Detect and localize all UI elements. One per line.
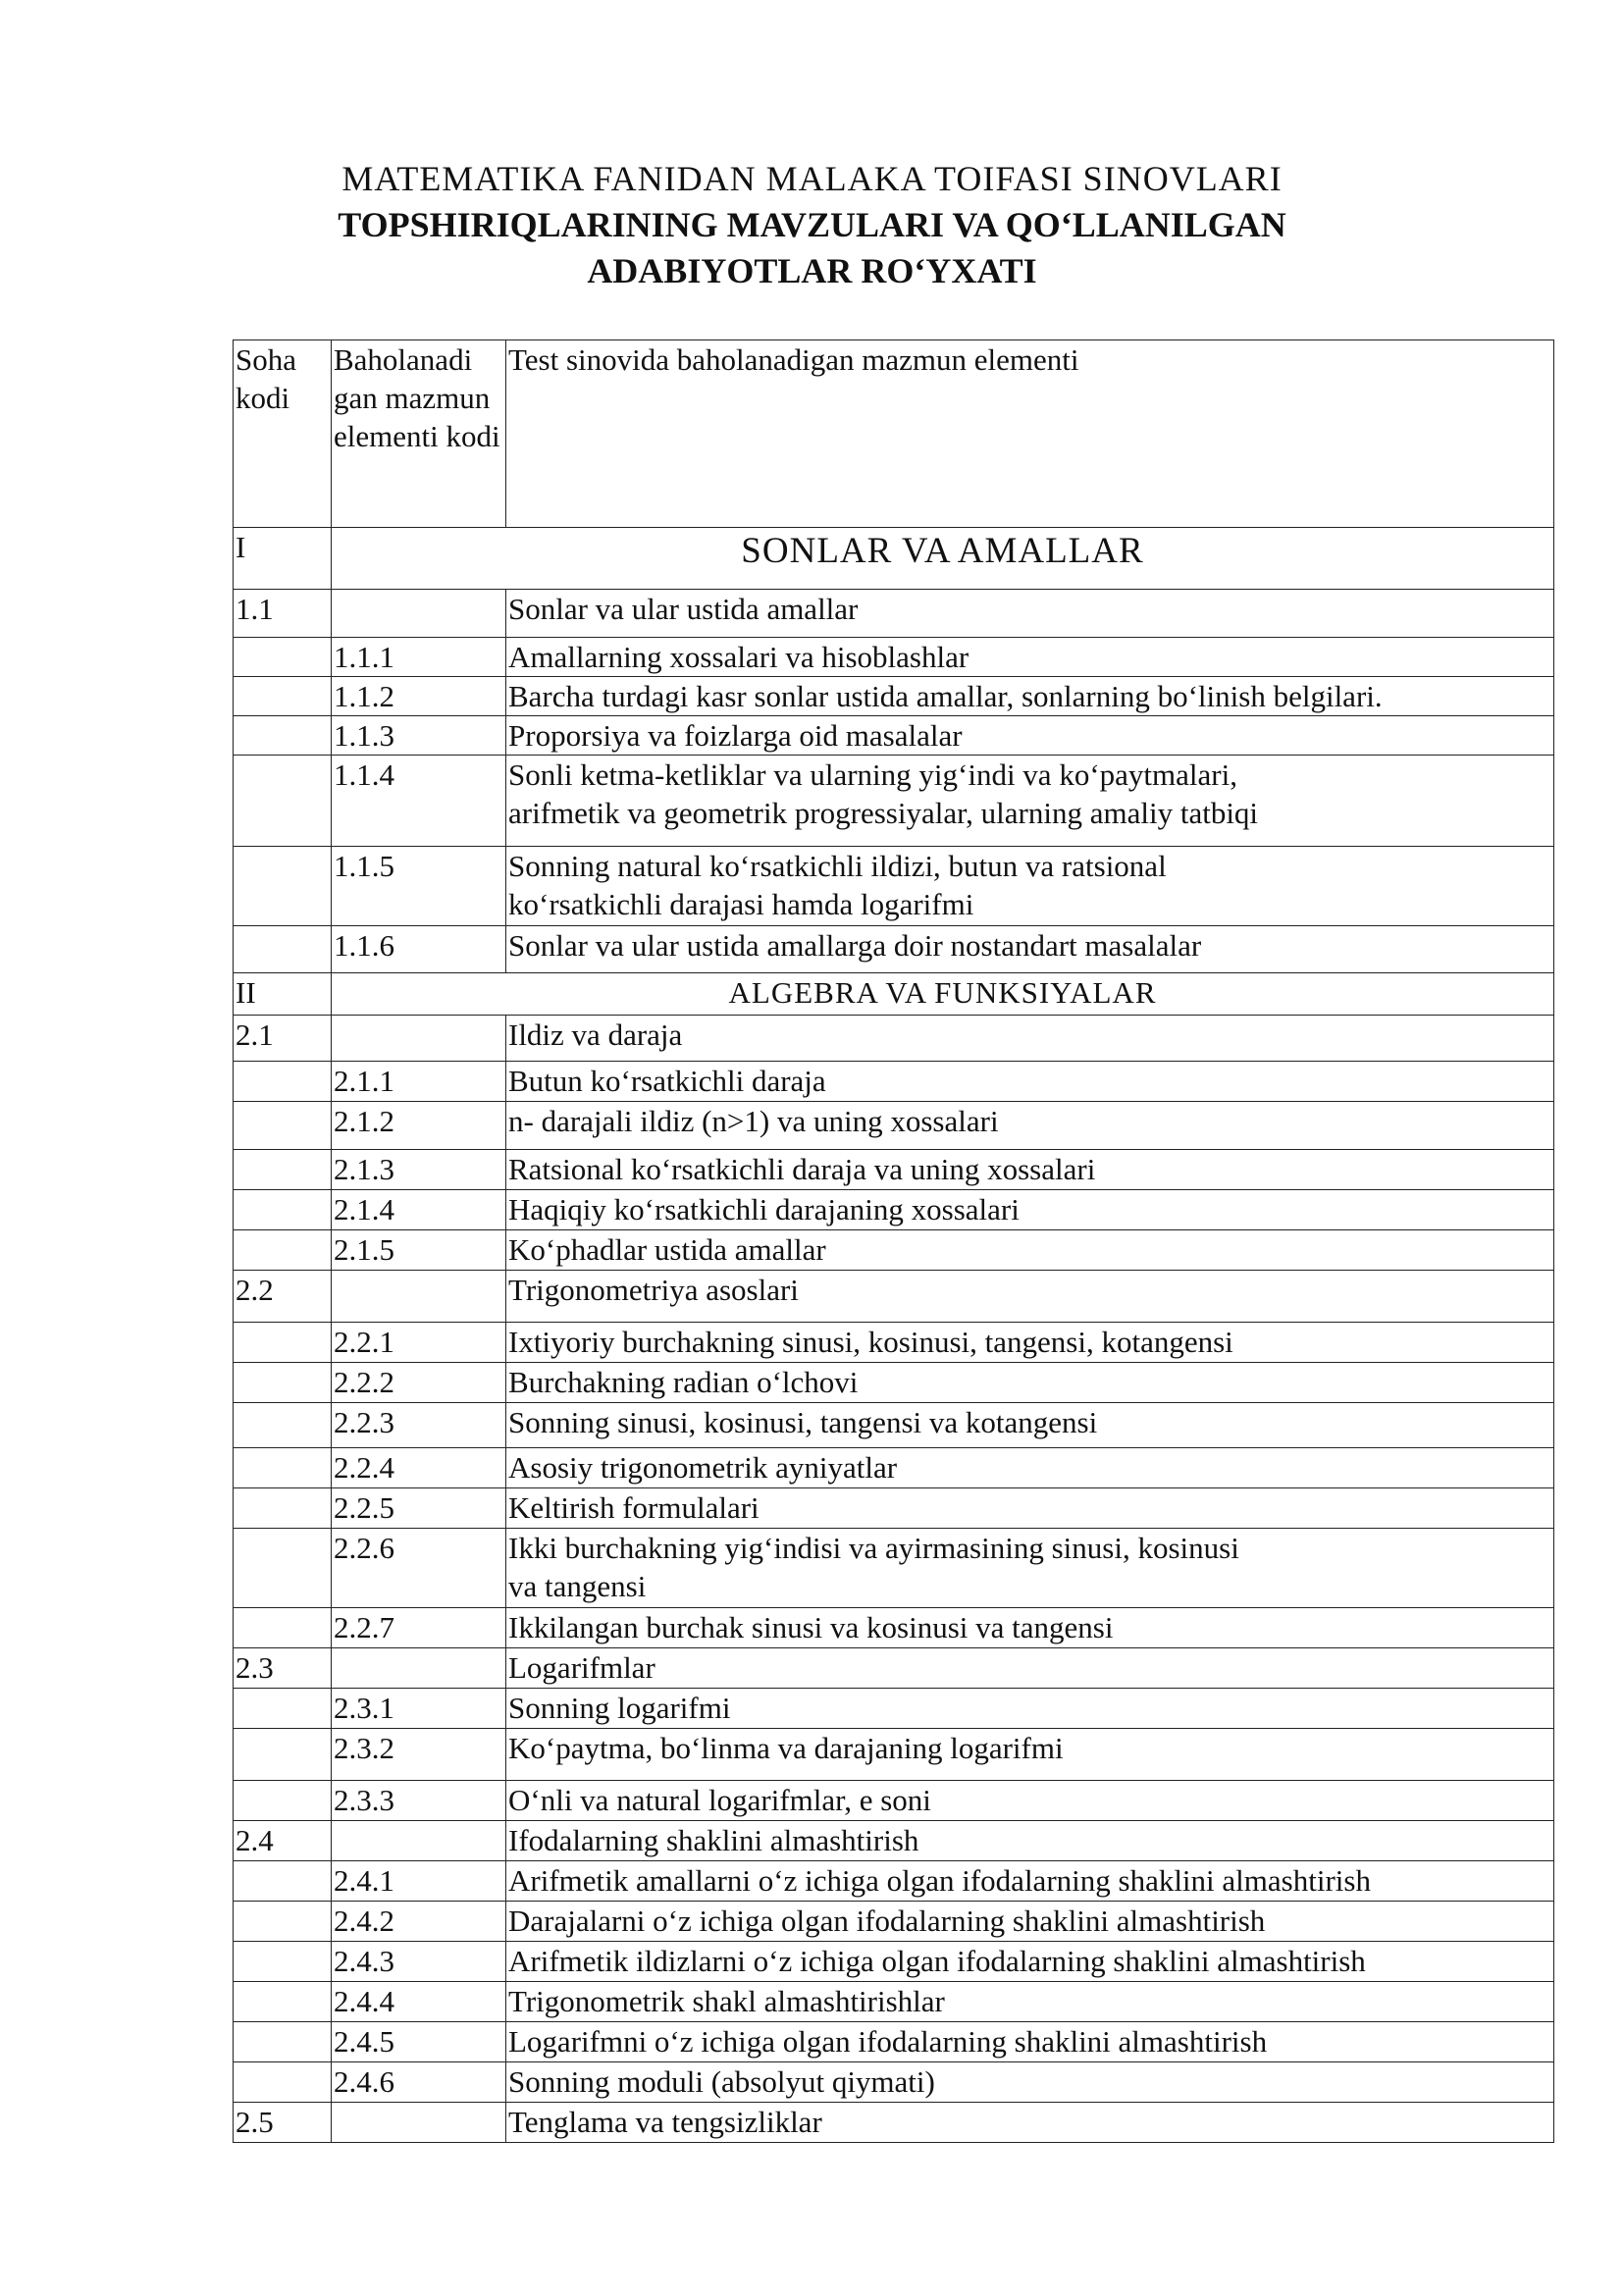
mazmun-elementi-cell bbox=[506, 2062, 1554, 2103]
element-kodi-cell: 2.2.7 bbox=[332, 1608, 506, 1648]
table-row bbox=[234, 1821, 1554, 1861]
element-kodi-cell: 1.1.4 bbox=[332, 756, 506, 847]
mazmun-text: Keltirish formulalari bbox=[508, 1490, 760, 1525]
table-row bbox=[234, 1016, 1554, 1062]
mazmun-text: Burchakning radian o‘lchovi bbox=[508, 1365, 859, 1399]
table-row bbox=[234, 2103, 1554, 2143]
soha-kodi-cell bbox=[234, 1529, 332, 1608]
mazmun-text-continued: ko‘rsatkichli darajasi hamda logarifmi bbox=[508, 887, 974, 921]
mazmun-elementi-cell bbox=[506, 847, 1554, 926]
soha-kodi-cell bbox=[234, 1102, 332, 1150]
element-kodi-cell: 2.3.1 bbox=[332, 1689, 506, 1729]
title-line-2: TOPSHIRIQLARINING MAVZULARI VA QO‘LLANILGAN bbox=[338, 205, 1286, 244]
element-kodi-cell bbox=[332, 1016, 506, 1062]
element-kodi-cell: 2.1.5 bbox=[332, 1230, 506, 1271]
mazmun-elementi-cell bbox=[506, 1230, 1554, 1271]
table-row bbox=[234, 1448, 1554, 1488]
soha-kodi-cell bbox=[234, 1982, 332, 2022]
element-kodi-cell bbox=[332, 1271, 506, 1323]
section-code: I bbox=[234, 528, 332, 590]
mazmun-elementi-cell bbox=[506, 1150, 1554, 1190]
mazmun-elementi-cell bbox=[506, 1363, 1554, 1403]
element-kodi-cell: 2.2.6 bbox=[332, 1529, 506, 1608]
mazmun-elementi-cell bbox=[506, 1016, 1554, 1062]
soha-kodi-cell bbox=[234, 716, 332, 756]
mazmun-elementi-cell bbox=[506, 1062, 1554, 1102]
element-kodi-cell bbox=[332, 1648, 506, 1689]
mazmun-elementi-cell bbox=[506, 1271, 1554, 1323]
mazmun-text: Sonning sinusi, kosinusi, tangensi va kotangensi bbox=[508, 1405, 1098, 1439]
soha-kodi-cell bbox=[234, 1448, 332, 1488]
element-kodi-cell: 2.1.3 bbox=[332, 1150, 506, 1190]
mazmun-elementi-cell bbox=[506, 716, 1554, 756]
soha-kodi-cell: 2.1 bbox=[234, 1016, 332, 1062]
table-header-row bbox=[234, 340, 1554, 528]
element-kodi-cell bbox=[332, 590, 506, 638]
mazmun-text: Logarifmlar bbox=[508, 1650, 655, 1685]
mazmun-text: Ifodalarning shaklini almashtirish bbox=[508, 1823, 919, 1857]
mazmun-text: Barcha turdagi kasr sonlar ustida amallar, sonlarning bo‘linish belgilari. bbox=[508, 679, 1383, 713]
soha-kodi-cell: 2.3 bbox=[234, 1648, 332, 1689]
soha-kodi-cell bbox=[234, 1942, 332, 1982]
mazmun-elementi-cell bbox=[506, 1689, 1554, 1729]
soha-kodi-cell bbox=[234, 1150, 332, 1190]
mazmun-text: Ixtiyoriy burchakning sinusi, kosinusi, tangensi, kotangensi bbox=[508, 1325, 1233, 1359]
section-code: II bbox=[234, 973, 332, 1016]
mazmun-text: Sonlar va ular ustida amallarga doir nostandart masalalar bbox=[508, 928, 1202, 963]
table-row bbox=[234, 926, 1554, 973]
element-kodi-cell: 2.4.2 bbox=[332, 1902, 506, 1942]
table-row bbox=[234, 1271, 1554, 1323]
mazmun-text: Arifmetik ildizlarni o‘z ichiga olgan ifodalarning shaklini almashtirish bbox=[508, 1944, 1366, 1978]
table-row bbox=[234, 1861, 1554, 1902]
element-kodi-cell: 2.2.4 bbox=[332, 1448, 506, 1488]
mazmun-text: Ratsional ko‘rsatkichli daraja va uning xossalari bbox=[508, 1152, 1096, 1186]
soha-kodi-cell bbox=[234, 677, 332, 716]
soha-kodi-cell bbox=[234, 1729, 332, 1781]
mazmun-text: Logarifmni o‘z ichiga olgan ifodalarning shaklini almashtirish bbox=[508, 2024, 1268, 2059]
table-row bbox=[234, 847, 1554, 926]
soha-kodi-cell: 2.2 bbox=[234, 1271, 332, 1323]
element-kodi-cell: 1.1.5 bbox=[332, 847, 506, 926]
table-row bbox=[234, 1729, 1554, 1781]
table-row bbox=[234, 2062, 1554, 2103]
table-row bbox=[234, 1942, 1554, 1982]
soha-kodi-cell bbox=[234, 1689, 332, 1729]
mazmun-text: Sonning natural ko‘rsatkichli ildizi, butun va ratsional bbox=[508, 849, 1167, 883]
soha-kodi-cell bbox=[234, 1608, 332, 1648]
mazmun-elementi-cell bbox=[506, 2022, 1554, 2062]
element-kodi-cell: 2.4.1 bbox=[332, 1861, 506, 1902]
table-row bbox=[234, 716, 1554, 756]
soha-kodi-cell bbox=[234, 1488, 332, 1529]
table-row bbox=[234, 1230, 1554, 1271]
soha-kodi-cell bbox=[234, 1190, 332, 1230]
soha-kodi-cell bbox=[234, 1062, 332, 1102]
element-kodi-cell: 2.3.2 bbox=[332, 1729, 506, 1781]
title-line-3: ADABIYOTLAR RO‘YXATI bbox=[587, 251, 1037, 290]
soha-kodi-cell bbox=[234, 2022, 332, 2062]
mazmun-elementi-cell bbox=[506, 677, 1554, 716]
soha-kodi-cell bbox=[234, 1363, 332, 1403]
mazmun-elementi-cell bbox=[506, 1488, 1554, 1529]
section-row bbox=[234, 528, 1554, 590]
table-row bbox=[234, 1062, 1554, 1102]
element-kodi-cell: 1.1.3 bbox=[332, 716, 506, 756]
soha-kodi-cell bbox=[234, 638, 332, 677]
header-soha-kodi: Soha kodi bbox=[234, 340, 332, 528]
mazmun-text: O‘nli va natural logarifmlar, e soni bbox=[508, 1783, 931, 1817]
header-mazmun-elementi: Test sinovida baholanadigan mazmun elementi bbox=[506, 340, 1554, 528]
mazmun-text-continued: va tangensi bbox=[508, 1569, 647, 1603]
mazmun-elementi-cell bbox=[506, 1821, 1554, 1861]
mazmun-text: Tenglama va tengsizliklar bbox=[508, 2105, 822, 2139]
soha-kodi-cell bbox=[234, 1781, 332, 1821]
mazmun-elementi-cell bbox=[506, 926, 1554, 973]
mazmun-text: Amallarning xossalari va hisoblashlar bbox=[508, 640, 969, 674]
element-kodi-cell: 2.4.3 bbox=[332, 1942, 506, 1982]
mazmun-text: Sonli ketma-ketliklar va ularning yig‘indi va ko‘paytmalari, bbox=[508, 757, 1237, 792]
soha-kodi-cell bbox=[234, 756, 332, 847]
element-kodi-cell: 2.2.2 bbox=[332, 1363, 506, 1403]
soha-kodi-cell bbox=[234, 1323, 332, 1363]
mazmun-text: Ikki burchakning yig‘indisi va ayirmasining sinusi, kosinusi bbox=[508, 1531, 1239, 1565]
table-row bbox=[234, 1608, 1554, 1648]
table-row bbox=[234, 1323, 1554, 1363]
mazmun-elementi-cell bbox=[506, 756, 1554, 847]
element-kodi-cell: 1.1.1 bbox=[332, 638, 506, 677]
table-row bbox=[234, 1363, 1554, 1403]
table-row bbox=[234, 1902, 1554, 1942]
table-row bbox=[234, 1529, 1554, 1608]
table-row bbox=[234, 756, 1554, 847]
mazmun-elementi-cell bbox=[506, 1529, 1554, 1608]
soha-kodi-cell bbox=[234, 926, 332, 973]
mazmun-text: Ildiz va daraja bbox=[508, 1017, 683, 1052]
mazmun-elementi-cell bbox=[506, 590, 1554, 638]
soha-kodi-cell bbox=[234, 2062, 332, 2103]
soha-kodi-cell: 1.1 bbox=[234, 590, 332, 638]
mazmun-elementi-cell bbox=[506, 1608, 1554, 1648]
topics-table bbox=[233, 339, 1554, 2143]
element-kodi-cell bbox=[332, 2103, 506, 2143]
element-kodi-cell: 2.1.2 bbox=[332, 1102, 506, 1150]
element-kodi-cell: 2.4.5 bbox=[332, 2022, 506, 2062]
mazmun-text: Haqiqiy ko‘rsatkichli darajaning xossalari bbox=[508, 1192, 1020, 1226]
header-element-kodi: Baholanadi gan mazmun elementi kodi bbox=[332, 340, 506, 528]
mazmun-elementi-cell bbox=[506, 1102, 1554, 1150]
section-title: SONLAR VA AMALLAR bbox=[332, 528, 1554, 590]
mazmun-elementi-cell bbox=[506, 638, 1554, 677]
mazmun-elementi-cell bbox=[506, 1648, 1554, 1689]
section-title: ALGEBRA VA FUNKSIYALAR bbox=[332, 973, 1554, 1016]
mazmun-text: Asosiy trigonometrik ayniyatlar bbox=[508, 1450, 898, 1485]
table-row bbox=[234, 1781, 1554, 1821]
mazmun-text: Sonning moduli (absolyut qiymati) bbox=[508, 2064, 935, 2099]
mazmun-text: Ko‘paytma, bo‘linma va darajaning logarifmi bbox=[508, 1731, 1064, 1765]
soha-kodi-cell bbox=[234, 1902, 332, 1942]
mazmun-elementi-cell bbox=[506, 1982, 1554, 2022]
table-row bbox=[234, 1102, 1554, 1150]
table-row bbox=[234, 1488, 1554, 1529]
mazmun-text: Trigonometriya asoslari bbox=[508, 1273, 799, 1307]
soha-kodi-cell bbox=[234, 1403, 332, 1448]
mazmun-elementi-cell bbox=[506, 1861, 1554, 1902]
mazmun-elementi-cell bbox=[506, 1448, 1554, 1488]
mazmun-text: Proporsiya va foizlarga oid masalalar bbox=[508, 718, 963, 753]
mazmun-elementi-cell bbox=[506, 1942, 1554, 1982]
mazmun-elementi-cell bbox=[506, 1902, 1554, 1942]
title-line-1: MATEMATIKA FANIDAN MALAKA TOIFASI SINOVLARI bbox=[341, 159, 1283, 198]
section-row bbox=[234, 973, 1554, 1016]
element-kodi-cell bbox=[332, 1821, 506, 1861]
table-row bbox=[234, 1150, 1554, 1190]
mazmun-elementi-cell bbox=[506, 1323, 1554, 1363]
element-kodi-cell: 2.1.4 bbox=[332, 1190, 506, 1230]
mazmun-elementi-cell bbox=[506, 2103, 1554, 2143]
mazmun-elementi-cell bbox=[506, 1729, 1554, 1781]
mazmun-elementi-cell bbox=[506, 1190, 1554, 1230]
mazmun-text: Darajalarni o‘z ichiga olgan ifodalarning shaklini almashtirish bbox=[508, 1904, 1266, 1938]
mazmun-text: Butun ko‘rsatkichli daraja bbox=[508, 1064, 826, 1098]
table-row bbox=[234, 1982, 1554, 2022]
mazmun-text: Trigonometrik shakl almashtirishlar bbox=[508, 1984, 945, 2018]
element-kodi-cell: 2.2.5 bbox=[332, 1488, 506, 1529]
mazmun-text: Sonning logarifmi bbox=[508, 1691, 731, 1725]
element-kodi-cell: 2.2.1 bbox=[332, 1323, 506, 1363]
element-kodi-cell: 2.4.4 bbox=[332, 1982, 506, 2022]
table-row bbox=[234, 1190, 1554, 1230]
mazmun-text-continued: arifmetik va geometrik progressiyalar, ularning amaliy tatbiqi bbox=[508, 796, 1259, 830]
table-row bbox=[234, 590, 1554, 638]
element-kodi-cell: 2.2.3 bbox=[332, 1403, 506, 1448]
soha-kodi-cell bbox=[234, 1230, 332, 1271]
mazmun-text: n- darajali ildiz (n>1) va uning xossalari bbox=[508, 1104, 999, 1138]
table-row bbox=[234, 2022, 1554, 2062]
element-kodi-cell: 1.1.2 bbox=[332, 677, 506, 716]
soha-kodi-cell: 2.4 bbox=[234, 1821, 332, 1861]
element-kodi-cell: 2.4.6 bbox=[332, 2062, 506, 2103]
element-kodi-cell: 2.1.1 bbox=[332, 1062, 506, 1102]
soha-kodi-cell bbox=[234, 847, 332, 926]
element-kodi-cell: 1.1.6 bbox=[332, 926, 506, 973]
mazmun-text: Arifmetik amallarni o‘z ichiga olgan ifodalarning shaklini almashtirish bbox=[508, 1863, 1371, 1898]
element-kodi-cell: 2.3.3 bbox=[332, 1781, 506, 1821]
table-row bbox=[234, 1648, 1554, 1689]
soha-kodi-cell bbox=[234, 1861, 332, 1902]
mazmun-text: Sonlar va ular ustida amallar bbox=[508, 592, 859, 626]
table-row bbox=[234, 1403, 1554, 1448]
table-row bbox=[234, 638, 1554, 677]
mazmun-text: Ko‘phadlar ustida amallar bbox=[508, 1232, 826, 1267]
mazmun-text: Ikkilangan burchak sinusi va kosinusi va tangensi bbox=[508, 1610, 1114, 1644]
mazmun-elementi-cell bbox=[506, 1403, 1554, 1448]
mazmun-elementi-cell bbox=[506, 1781, 1554, 1821]
table-row bbox=[234, 1689, 1554, 1729]
soha-kodi-cell: 2.5 bbox=[234, 2103, 332, 2143]
table-row bbox=[234, 677, 1554, 716]
